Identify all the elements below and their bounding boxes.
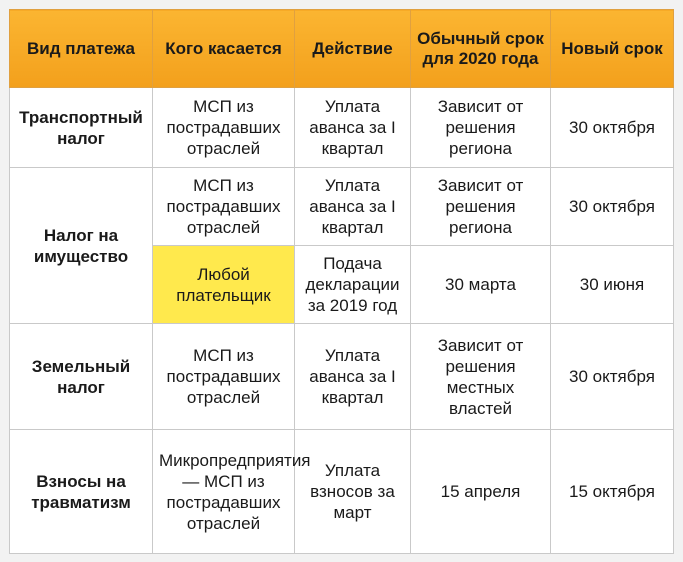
payment-type: Земельный налог [10, 324, 153, 430]
usual-deadline-cell: Зависит от решения местных властей [411, 324, 551, 430]
header-payment-type: Вид платежа [10, 10, 153, 88]
payment-type: Взносы на травматизм [10, 430, 153, 554]
payment-type: Транспортный налог [10, 88, 153, 168]
header-usual-deadline: Обычный срок для 2020 года [411, 10, 551, 88]
new-deadline-cell: 30 октября [551, 168, 674, 246]
new-deadline-cell: 30 октября [551, 324, 674, 430]
new-deadline-cell: 15 октября [551, 430, 674, 554]
usual-deadline-cell: 15 апреля [411, 430, 551, 554]
action-cell: Подача декларации за 2019 год [295, 246, 411, 324]
who-cell: МСП из пострадавших отраслей [153, 168, 295, 246]
action-cell: Уплата взносов за март [295, 430, 411, 554]
header-row [10, 10, 674, 88]
header-new-deadline: Новый срок [551, 10, 674, 88]
usual-deadline-cell: Зависит от решения региона [411, 88, 551, 168]
table-row [10, 324, 674, 430]
usual-deadline-cell: Зависит от решения региона [411, 168, 551, 246]
who-cell: МСП из пострадавших отраслей [153, 324, 295, 430]
table-row [10, 88, 674, 168]
who-cell-highlighted: Любой плательщик [153, 246, 295, 324]
who-cell: МСП из пострадавших отраслей [153, 88, 295, 168]
new-deadline-cell: 30 июня [551, 246, 674, 324]
action-cell: Уплата аванса за I квартал [295, 324, 411, 430]
usual-deadline-cell: 30 марта [411, 246, 551, 324]
new-deadline-cell: 30 октября [551, 88, 674, 168]
payment-type: Налог на имущество [10, 168, 153, 324]
header-action: Действие [295, 10, 411, 88]
action-cell: Уплата аванса за I квартал [295, 88, 411, 168]
who-cell: Микропредприятия — МСП из пострадавших отраслей [153, 430, 295, 554]
action-cell: Уплата аванса за I квартал [295, 168, 411, 246]
header-who: Кого касается [153, 10, 295, 88]
table-row [10, 430, 674, 554]
table-row [10, 168, 674, 246]
tax-deadlines-table [9, 9, 674, 554]
